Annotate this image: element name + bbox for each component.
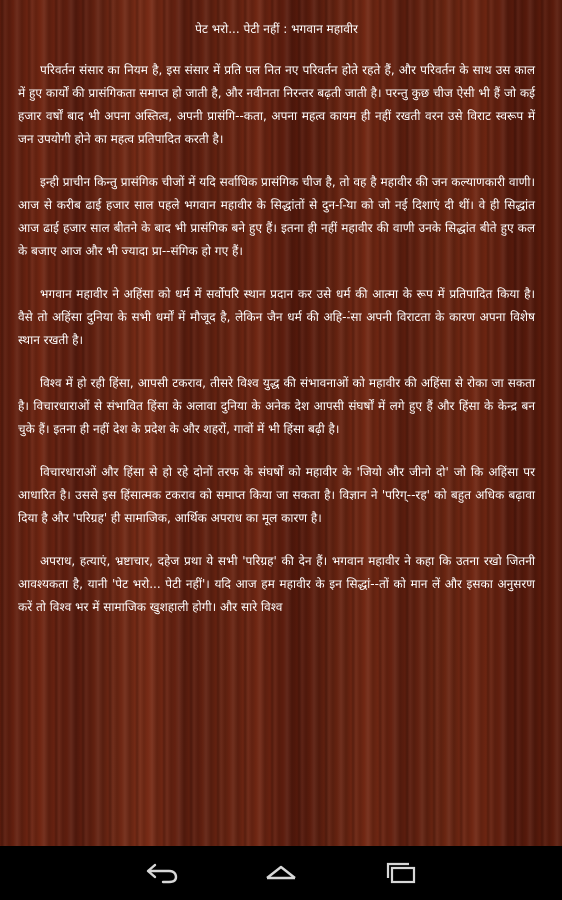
article-paragraph: परिवर्तन संसार का नियम है, इस संसार में प्रति पल नित नए परिवर्तन होते रहते हैं, और परिवर्तन के साथ उस काल में हुए कार्यों की प्रासंगिकता समाप्त हो जाती है, और नवीनता निरन्तर बढ़ती जाती है। परन्तु कुछ चीज ऐसी भी हैं जो कई हजार वर्षों बाद भी अपना अस्तित्व, अपनी प्रासंगि--कता, अपना महत्व कायम ही नहीं रखती वरन उसे विराट स्वरूप में जन उपयोगी होने का महत्व प्रतिपादित करती है। [18,63,535,146]
article-paragraph: इन्ही प्राचीन किन्तु प्रासंगिक चीजों में यदि सर्वाधिक प्रासंगिक चीज है, तो वह है महावीर की जन कल्याणकारी वाणी। आज से करीब ढाई हजार साल पहले भगवान महावीर के सिद्धांतों से दुन--िया को जो नई दिशाएं दी थीं। वे ही सिद्धांत आज ढाई हजार साल बीतने के बाद भी प्रासंगिक बने हुए हैं। इतना ही नहीं महावीर की वाणी उनके सिद्धांत बीते हुए कल के बजाए आज और भी ज्यादा प्रा--संगिक हो गए हैं। [18,175,535,258]
home-icon [263,862,299,884]
home-button[interactable] [261,860,301,886]
system-navigation-bar [0,846,562,900]
recents-icon [383,861,419,885]
article-paragraph: अपराध, हत्याएं, भ्रष्टाचार, दहेज प्रथा ये सभी 'परिग्रह' की देन हैं। भगवान महावीर ने कहा कि उतना रखो जितनी आवश्यकता है, यानी 'पेट भरो... पेटी नहीं'। यदि आज हम महावीर के इन सिद्धां--तों को मान लें और इसका अनुसरण करें तो विश्व भर में सामाजिक खुशहाली होगी। और सारे विश्व [18,554,535,614]
back-button[interactable] [142,860,182,886]
article-title: पेट भरो... पेटी नहीं : भगवान महावीर [195,22,358,36]
back-icon [145,862,179,884]
article-scroll-area[interactable] [18,12,535,639]
recents-button[interactable] [381,860,421,886]
article-paragraph: भगवान महावीर ने अहिंसा को धर्म में सर्वोपरि स्थान प्रदान कर उसे धर्म की आत्मा के रूप में प्रतिपादित किया है। वैसे तो अहिंसा दुनिया के सभी धर्मों में मौजूद है, लेकिन जैन धर्म की अहि--ंसा अपनी विराटता के कारण अपना विशेष स्थान रखती है। [18,287,535,347]
article-paragraph: विचारधाराओं और हिंसा से हो रहे दोनों तरफ के संघर्षों को महावीर के 'जियो और जीनो दो' जो कि अहिंसा पर आधारित है। उससे इस हिंसात्मक टकराव को समाप्त किया जा सकता है। विज्ञान ने 'परिग्--रह' को बहुत अधिक बढ़ावा दिया है और 'परिग्रह' ही सामाजिक, आर्थिक अपराध का मूल कारण है। [18,465,535,525]
article-paragraph: विश्व में हो रही हिंसा, आपसी टकराव, तीसरे विश्व युद्ध की संभावनाओं को महावीर की अहिंसा से रोका जा सकता है। विचारधाराओं से संभावित हिंसा के अलावा दुनिया के अनेक देश आपसी संघर्षों में लगे हुए हैं और हिंसा के केन्द्र बन चुके हैं। इतना ही नहीं देश के प्रदेश के और शहरों, गावों में भी हिंसा बढ़ी है। [18,376,535,436]
